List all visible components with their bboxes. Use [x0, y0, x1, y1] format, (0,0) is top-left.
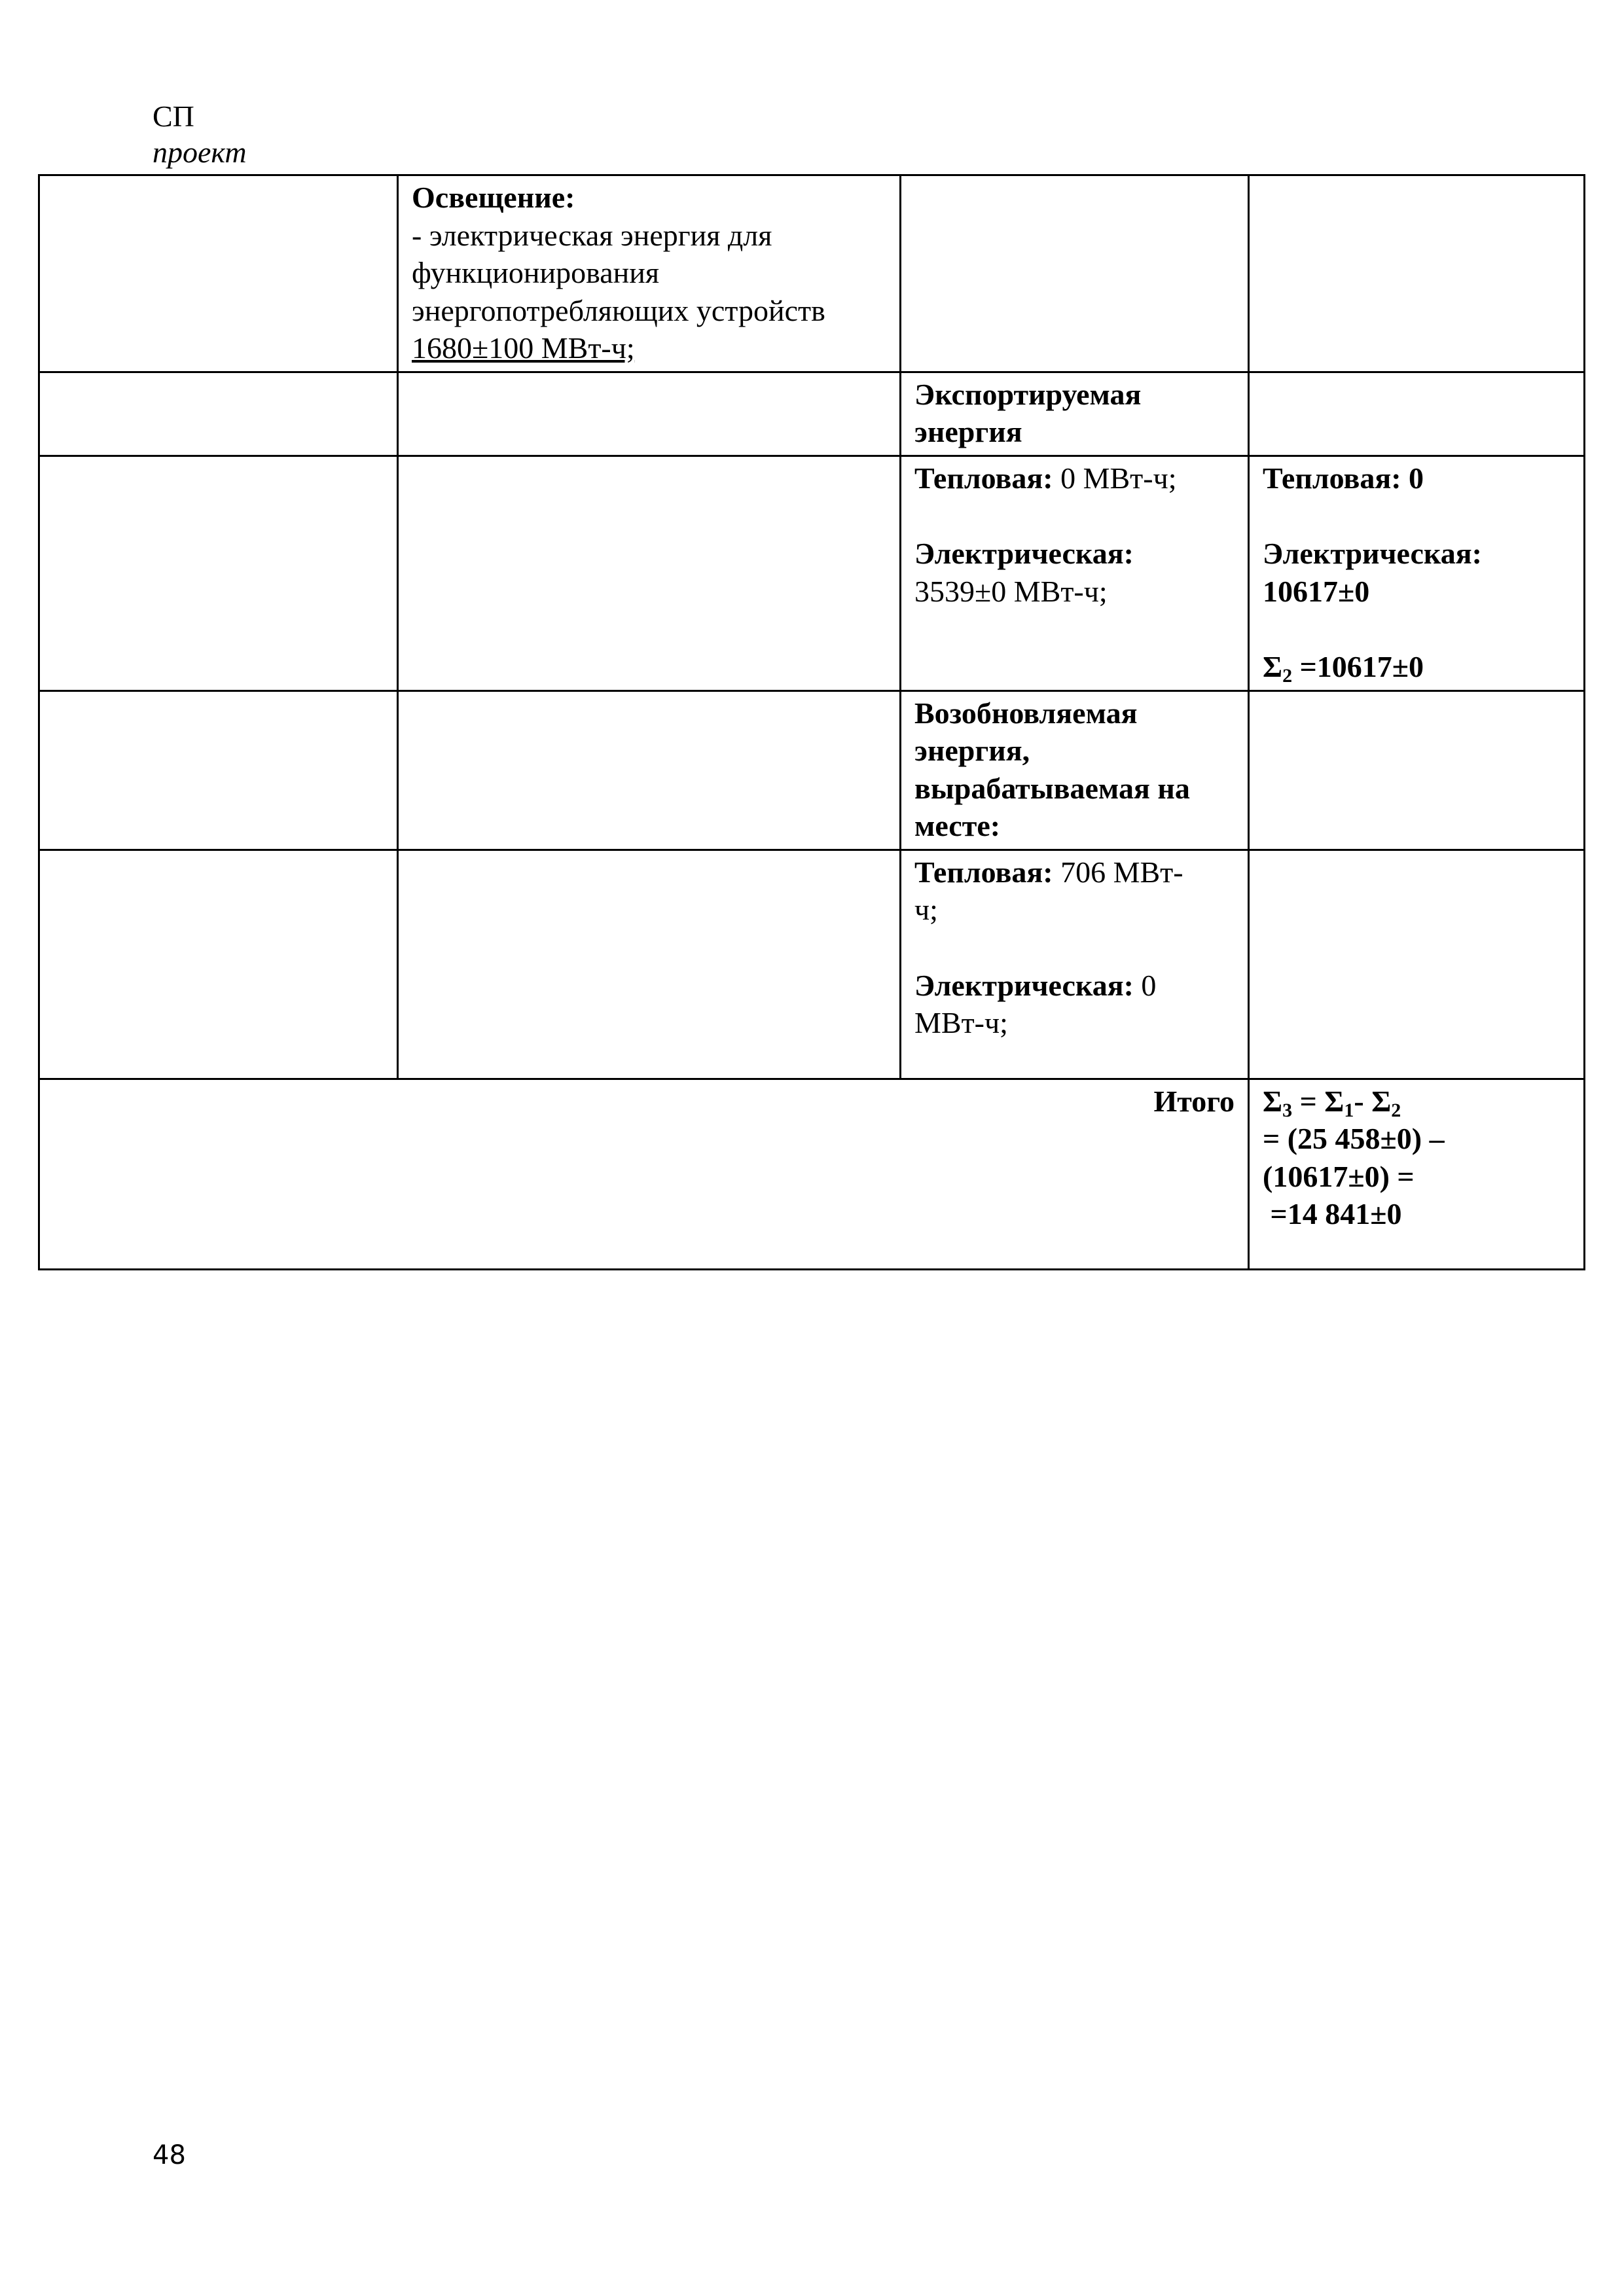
electric-label: Электрическая: — [914, 968, 1134, 1002]
heading-line: энергия — [914, 415, 1022, 448]
thermal-total: Тепловая: 0 — [1263, 461, 1424, 495]
lighting-cell — [398, 175, 901, 372]
table-cell — [1249, 850, 1585, 1079]
total-formula — [1249, 1079, 1585, 1269]
energy-balance-table — [38, 174, 1585, 1270]
table-cell — [39, 691, 398, 850]
table-row — [39, 456, 1585, 691]
sigma-symbol: Σ — [1324, 1084, 1344, 1118]
electric-total-value: 10617±0 — [1263, 574, 1370, 608]
lighting-line: - электрическая энергия для — [412, 218, 772, 252]
heading-line: вырабатываемая на — [914, 771, 1190, 805]
renewable-energy-values — [901, 850, 1249, 1079]
thermal-value: ч; — [914, 893, 938, 926]
formula-line: (10617±0) = — [1263, 1159, 1415, 1193]
table-cell — [398, 372, 901, 456]
heading-line: Экспортируемая — [914, 377, 1142, 411]
heading-line: месте: — [914, 809, 1001, 842]
thermal-label: Тепловая: — [914, 461, 1053, 495]
table-cell — [39, 372, 398, 456]
thermal-value: 0 МВт-ч; — [1060, 461, 1177, 495]
table-row — [39, 1079, 1585, 1269]
lighting-value: 1680±100 МВт-ч; — [412, 331, 635, 365]
formula-operator: = — [1292, 1084, 1325, 1118]
sigma-index: 2 — [1391, 1099, 1401, 1121]
table-cell — [1249, 175, 1585, 372]
total-label: Итого — [39, 1079, 1249, 1269]
sigma-index: 3 — [1282, 1099, 1293, 1121]
electric-label: Электрическая: — [914, 537, 1134, 570]
table-cell — [398, 456, 901, 691]
table-cell — [901, 175, 1249, 372]
table-cell — [1249, 691, 1585, 850]
sigma-symbol: Σ — [1371, 1084, 1392, 1118]
table-cell — [39, 850, 398, 1079]
exported-energy-values — [901, 456, 1249, 691]
thermal-label: Тепловая: — [914, 855, 1053, 889]
heading-line: Возобновляемая — [914, 696, 1138, 730]
table-row — [39, 850, 1585, 1079]
lighting-line: энергопотребляющих устройств — [412, 293, 825, 327]
electric-value: 3539±0 МВт-ч; — [914, 574, 1108, 608]
table-cell — [39, 456, 398, 691]
formula-result: =14 841±0 — [1263, 1197, 1402, 1230]
document-code: СП — [153, 99, 194, 133]
table-row — [39, 175, 1585, 372]
heading-line: энергия, — [914, 734, 1030, 767]
table-row — [39, 691, 1585, 850]
lighting-line: функционирования — [412, 256, 660, 289]
sigma-symbol: Σ — [1263, 1084, 1283, 1118]
exported-energy-totals — [1249, 456, 1585, 691]
exported-energy-heading — [901, 372, 1249, 456]
page-number: 48 — [153, 2140, 186, 2170]
table-cell — [398, 691, 901, 850]
sum-value: =10617±0 — [1292, 650, 1424, 683]
table-cell — [1249, 372, 1585, 456]
sigma-index: 2 — [1282, 665, 1293, 687]
document-status: проект — [153, 135, 247, 169]
lighting-title: Освещение: — [412, 181, 575, 214]
sigma-symbol: Σ — [1263, 650, 1283, 683]
formula-line: = (25 458±0) – — [1263, 1122, 1445, 1155]
electric-total-label: Электрическая: — [1263, 537, 1482, 570]
renewable-energy-heading — [901, 691, 1249, 850]
table-cell — [39, 175, 398, 372]
sigma-index: 1 — [1344, 1099, 1354, 1121]
thermal-value: 706 МВт- — [1053, 855, 1183, 889]
electric-value: 0 — [1133, 968, 1157, 1002]
table-cell — [398, 850, 901, 1079]
table-row — [39, 372, 1585, 456]
sum-2 — [1263, 648, 1570, 686]
electric-value: МВт-ч; — [914, 1006, 1008, 1039]
formula-operator: - — [1354, 1084, 1372, 1118]
